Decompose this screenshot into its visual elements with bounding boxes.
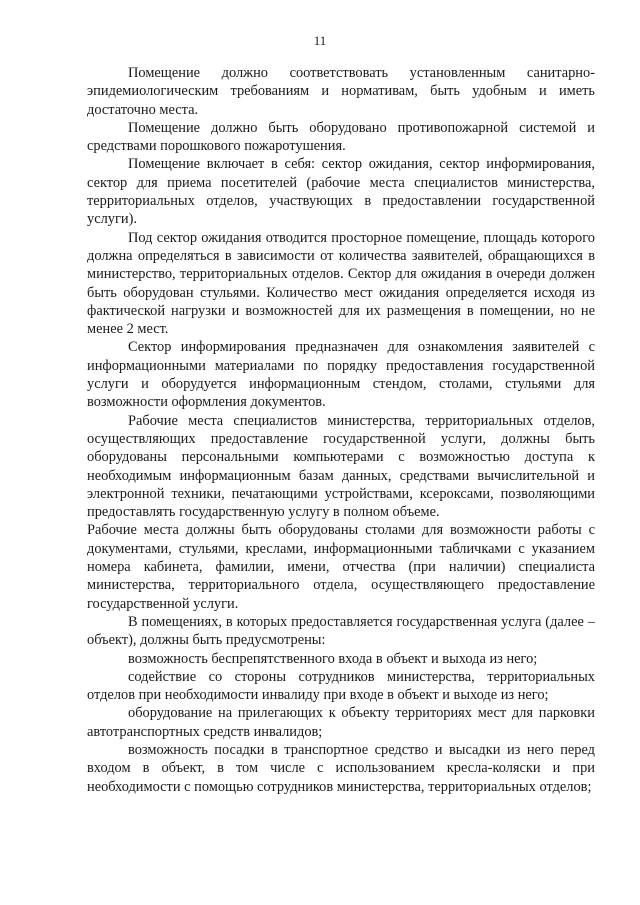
paragraph: возможность беспрепятственного входа в объект и выхода из него; xyxy=(128,650,538,667)
paragraph: Рабочие места специалистов министерства, территориальных отделов, осуществляющих предоставление государственной услуги, должны быть оборудованы персональными компьютерами с возможностью доступа к необходимым информационным базам данных, средствами вычислительной и электронной техники, печатающими устройствами, ксероксами, позволяющими предоставлять государственную услугу в полном объеме. xyxy=(87,412,595,521)
paragraph: Помещение включает в себя: сектор ожидания, сектор информирования, сектор для приема посетителей (рабочие места специалистов министерства, территориальных отделов, участвующих в предоставлении государственной услуги). xyxy=(87,156,595,228)
paragraph: Рабочие места должны быть оборудованы столами для возможности работы с документами, стульями, креслами, информационными табличками с указанием номера кабинета, фамилии, имени, отчества (при наличии) специалиста министерства, территориального отдела, осуществляющего предоставление государственной услуги. xyxy=(87,522,595,612)
paragraph: Сектор информирования предназначен для ознакомления заявителей с информационными материалами по порядку предоставления государственной услуги и оборудуется информационным стендом, столами, стульями для возможности оформления документов. xyxy=(87,339,595,411)
paragraph: возможность посадки в транспортное средство и высадки из него перед входом в объект, в том числе с использованием кресла-коляски и при необходимости с помощью сотрудников министерства, территориальных отделов; xyxy=(87,741,595,795)
body-text xyxy=(87,64,595,796)
paragraph: Помещение должно быть оборудовано противопожарной системой и средствами порошкового пожаротушения. xyxy=(87,119,595,155)
paragraph: оборудование на прилегающих к объекту территориях мест для парковки автотранспортных средств инвалидов; xyxy=(87,705,595,740)
paragraph: Помещение должно соответствовать установленным санитарно-эпидемиологическим требованиям и нормативам, быть удобным и иметь достаточно места. xyxy=(87,65,595,118)
paragraph: содействие со стороны сотрудников министерства, территориальных отделов при необходимости инвалиду при входе в объект и выходе из него; xyxy=(87,668,595,704)
paragraph: В помещениях, в которых предоставляется государственная услуга (далее – объект), должны быть предусмотрены: xyxy=(87,613,595,649)
page-number: 11 xyxy=(313,33,327,48)
paragraph: Под сектор ожидания отводится просторное помещение, площадь которого должна определяться в зависимости от количества заявителей, обращающихся в министерство, территориальных отделов. Сектор для ожидания в очереди должен быть оборудован стульями. Количество мест ожидания определяется исходя из фактической нагрузки и возможностей для их размещения в помещении, но не менее 2 мест. xyxy=(87,229,595,338)
